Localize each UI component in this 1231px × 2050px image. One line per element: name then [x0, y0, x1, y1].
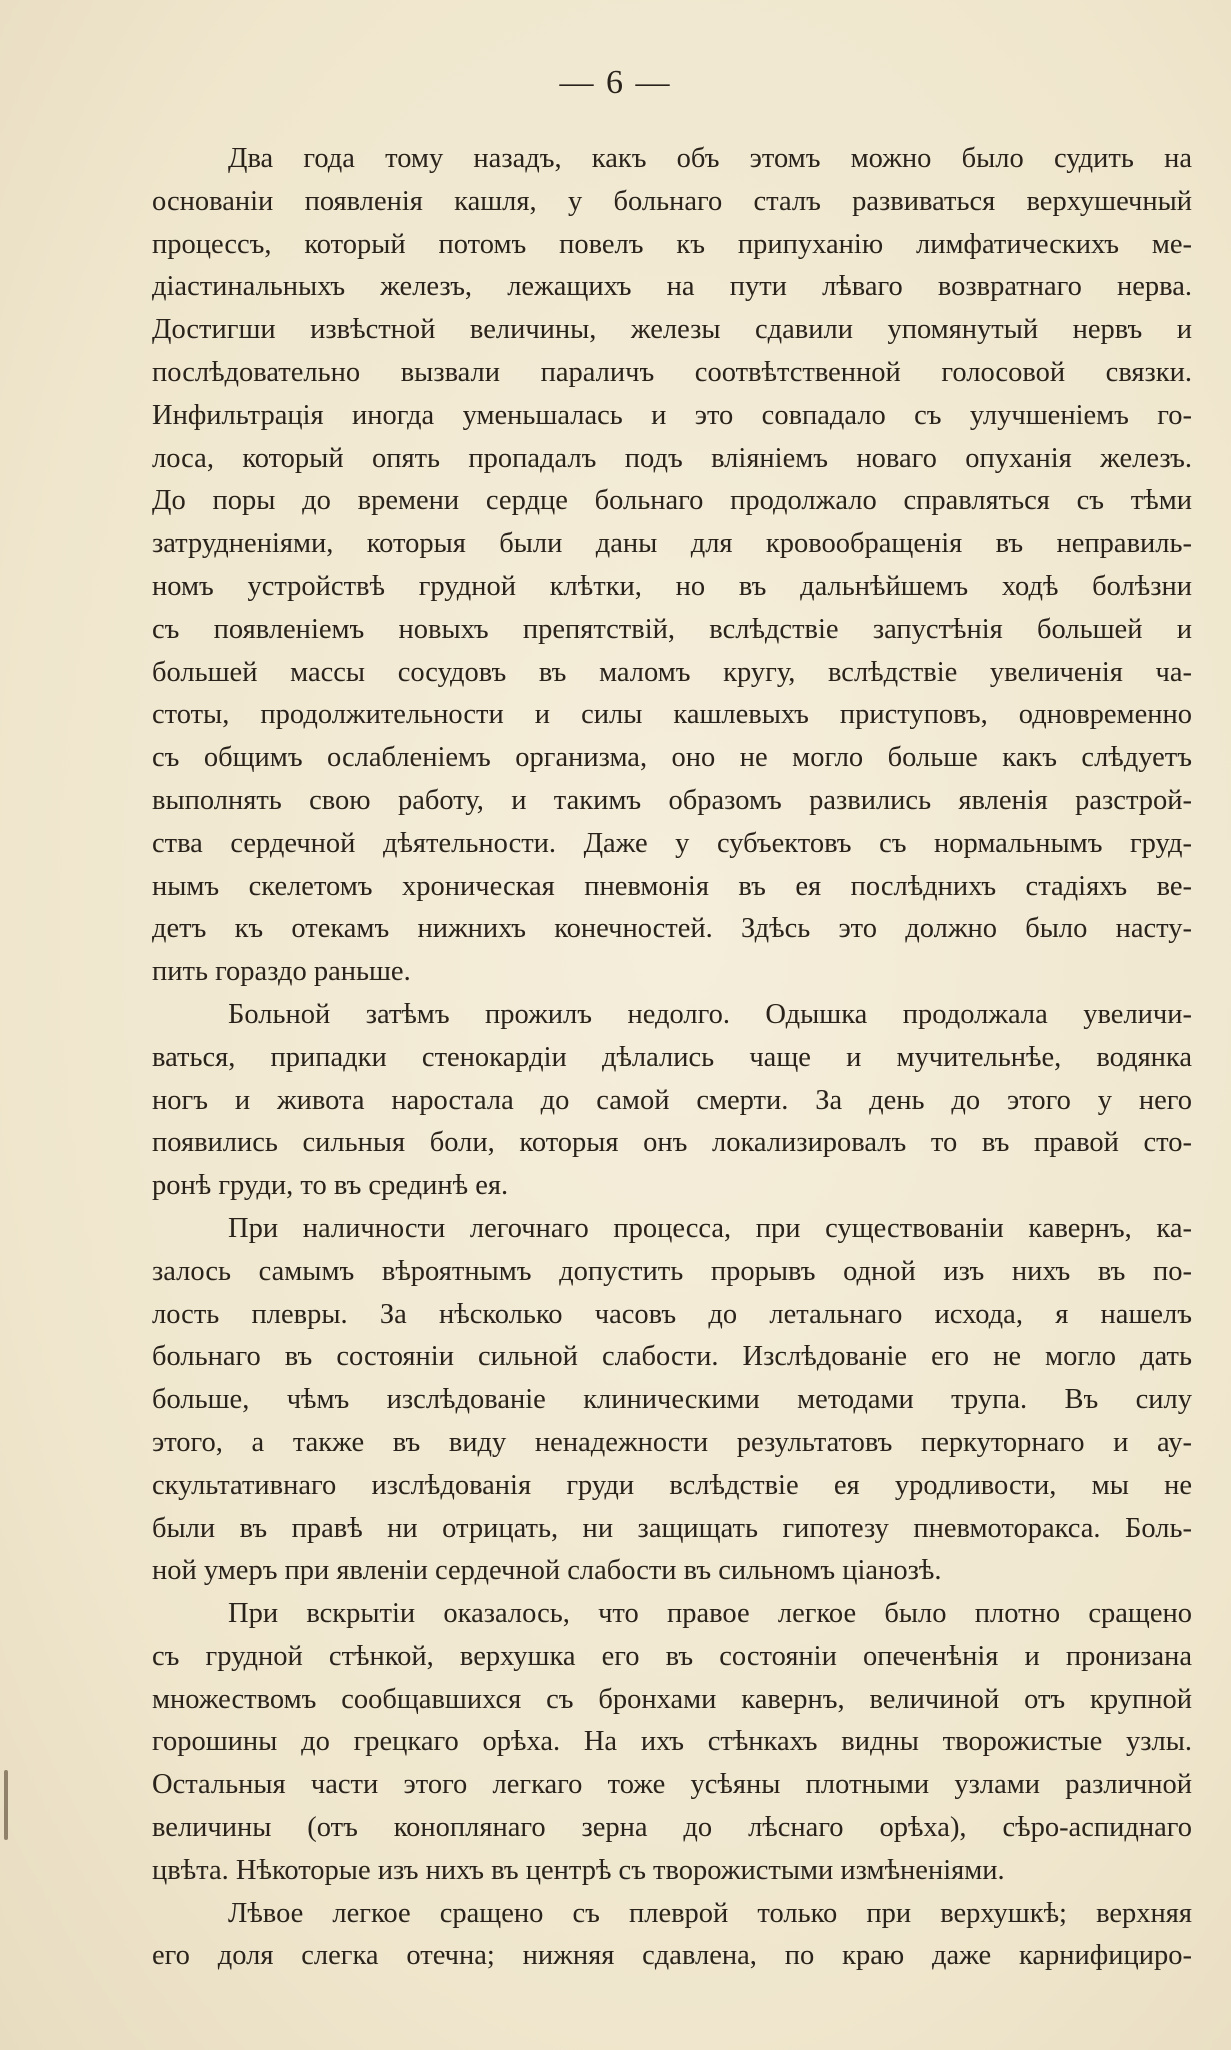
text-line: ваться, припадки стенокардiи дѣлались чаще и мучительнѣе, водянка: [152, 1041, 1192, 1073]
text-line: ной умеръ при явленiи сердечной слабости въ сильномъ цiанозѣ.: [152, 1555, 942, 1587]
text-line: нымъ скелетомъ хроническая пневмонiя въ ея послѣднихъ стадiяхъ ве-: [152, 870, 1192, 902]
text-line: пить гораздо раньше.: [152, 956, 411, 988]
text-line: появились сильныя боли, которыя онъ локализировалъ то въ правой сто-: [152, 1127, 1192, 1159]
text-line: дiастинальныхъ железъ, лежащихъ на пути лѣваго возвратнаго нерва.: [152, 271, 1192, 303]
body-text: [152, 138, 1192, 1978]
text-line: послѣдовательно вызвали параличъ соотвѣтственной голосовой связки.: [152, 356, 1192, 388]
text-line: Два года тому назадъ, какъ объ этомъ можно было судить на: [228, 143, 1192, 174]
text-line: ронѣ груди, то въ срединѣ ея.: [152, 1170, 509, 1202]
text-line: Достигши извѣстной величины, железы сдавили упомянутый нервъ и: [152, 314, 1192, 346]
text-line: больше, чѣмъ изслѣдованiе клиническими методами трупа. Въ силу: [152, 1384, 1192, 1416]
page-number: — 6 —: [559, 64, 672, 101]
text-line: процессъ, который потомъ повелъ къ припуханiю лимфатическихъ ме-: [152, 228, 1192, 260]
text-line: До поры до времени сердце больнаго продолжало справляться съ тѣми: [152, 485, 1192, 517]
text-line: его доля слегка отечна; нижняя сдавлена, по краю даже карнифициро-: [152, 1940, 1192, 1972]
text-line: основанiи появленiя кашля, у больнаго сталъ развиваться верхушечный: [152, 185, 1192, 217]
text-line: залось самымъ вѣроятнымъ допустить прорывъ одной изъ нихъ въ по-: [152, 1255, 1192, 1287]
text-line: затрудненiями, которыя были даны для кровообращенiя въ неправиль-: [152, 528, 1192, 560]
text-line: лоса, который опять пропадалъ подъ влiянiемъ новаго опуханiя железъ.: [152, 442, 1192, 474]
text-line: горошины до грецкаго орѣха. На ихъ стѣнкахъ видны творожистые узлы.: [152, 1726, 1192, 1758]
text-line: номъ устройствѣ грудной клѣтки, но въ дальнѣйшемъ ходѣ болѣзни: [152, 570, 1192, 602]
text-line: цвѣта. Нѣкоторые изъ нихъ въ центрѣ съ творожистыми измѣненiями.: [152, 1854, 1005, 1886]
text-line: величины (отъ коноплянаго зерна до лѣснаго орѣха), сѣро-аспиднаго: [152, 1812, 1192, 1844]
text-line: больнаго въ состоянiи сильной слабости. Изслѣдованiе его не могло дать: [152, 1341, 1192, 1373]
text-line: съ грудной стѣнкой, верхушка его въ состоянiи опеченѣнiя и пронизана: [152, 1640, 1192, 1672]
text-line: Остальныя части этого легкаго тоже усѣяны плотными узлами различной: [152, 1769, 1192, 1801]
text-line: ногъ и живота наростала до самой смерти. За день до этого у него: [152, 1084, 1192, 1116]
text-line: Больной затѣмъ прожилъ недолго. Одышка продолжала увеличи-: [228, 998, 1192, 1030]
text-line: Лѣвое легкое сращено съ плеврой только при верхушкѣ; верхняя: [228, 1897, 1192, 1929]
text-line: Инфильтрацiя иногда уменьшалась и это совпадало съ улучшенiемъ го-: [152, 399, 1192, 431]
text-line: ства сердечной дѣятельности. Даже у субъектовъ съ нормальнымъ груд-: [152, 827, 1192, 859]
text-line: При наличности легочнаго процесса, при существованiи кавернъ, ка-: [228, 1212, 1192, 1244]
text-line: были въ правѣ ни отрицать, ни защищать гипотезу пневмоторакса. Боль-: [152, 1512, 1192, 1544]
text-line: детъ къ отекамъ нижнихъ конечностей. Здѣсь это должно было насту-: [152, 913, 1192, 945]
text-line: множествомъ сообщавшихся съ бронхами кавернъ, величиной отъ крупной: [152, 1683, 1192, 1715]
text-line: съ общимъ ослабленiемъ организма, оно не могло больше какъ слѣдуетъ: [152, 742, 1192, 774]
text-line: стоты, продолжительности и силы кашлевыхъ приступовъ, одновременно: [152, 699, 1192, 731]
margin-mark: [4, 1770, 8, 1840]
text-line: большей массы сосудовъ въ маломъ кругу, вслѣдствiе увеличенiя ча-: [152, 656, 1192, 688]
text-line: лость плевры. За нѣсколько часовъ до летальнаго исхода, я нашелъ: [152, 1298, 1192, 1330]
text-line: При вскрытiи оказалось, что правое легкое было плотно сращено: [228, 1598, 1192, 1630]
text-line: этого, а также въ виду ненадежности результатовъ перкуторнаго и ау-: [152, 1426, 1192, 1458]
text-line: съ появленiемъ новыхъ препятствiй, вслѣдствiе запустѣнiя большей и: [152, 613, 1192, 645]
text-line: скультативнаго изслѣдованiя груди вслѣдствiе ея уродливости, мы не: [152, 1469, 1192, 1501]
text-line: выполнять свою работу, и такимъ образомъ развились явленiя разстрой-: [152, 784, 1192, 816]
